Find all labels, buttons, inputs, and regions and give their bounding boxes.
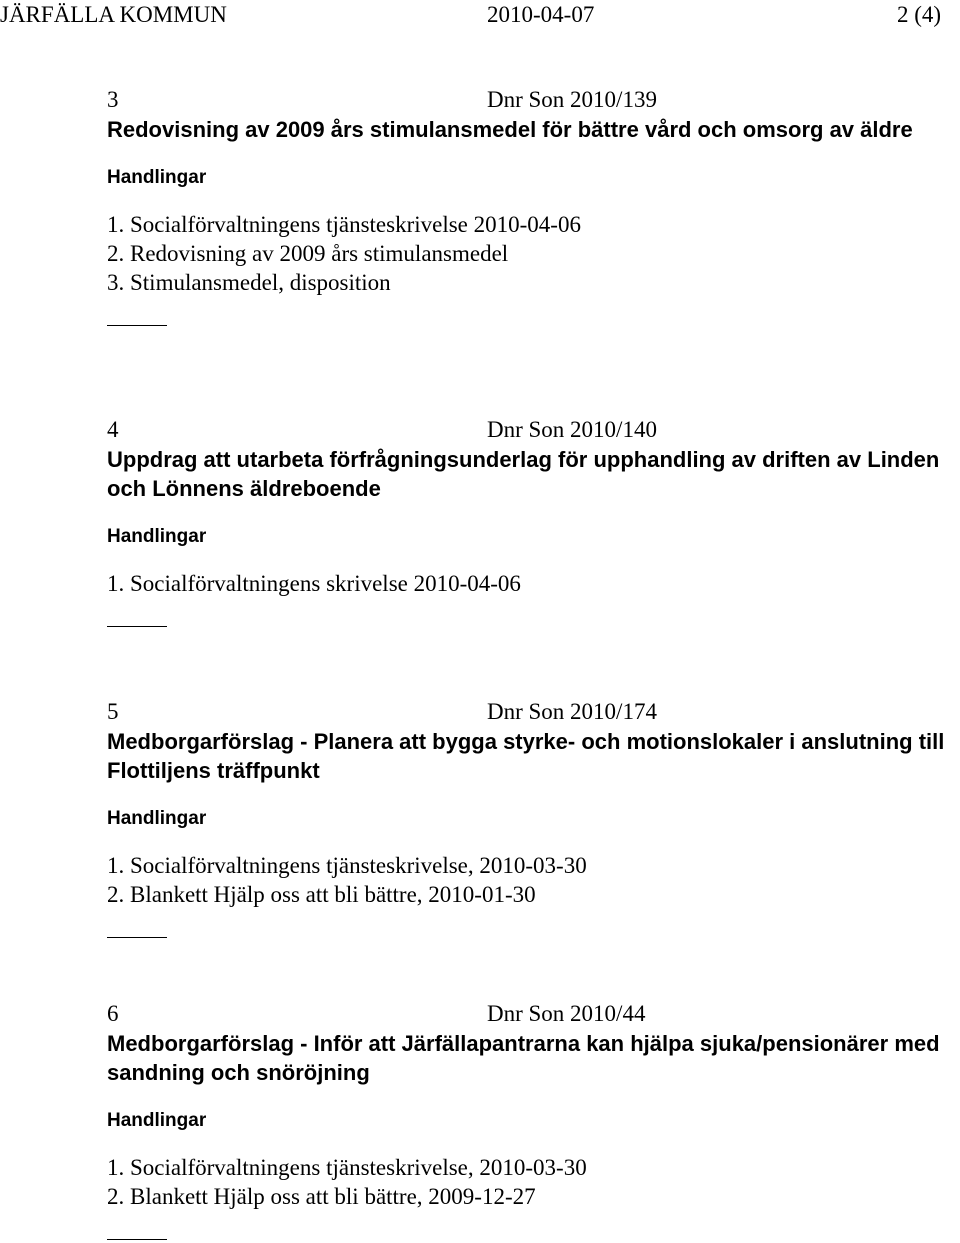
item-number: 5 bbox=[107, 699, 119, 724]
document-item: 2. Blankett Hjälp oss att bli bättre, 2010-01-30 bbox=[107, 882, 536, 907]
document-item: 1. Socialförvaltningens skrivelse 2010-04-06 bbox=[107, 571, 521, 596]
item-title: Uppdrag att utarbeta förfrågningsunderlag för upphandling av driften av Linden och Lönnens äldreboende bbox=[107, 447, 940, 501]
handlingar-label: Handlingar bbox=[107, 167, 207, 188]
agenda-item bbox=[107, 415, 947, 627]
handlingar-label: Handlingar bbox=[107, 526, 207, 547]
item-title: Medborgarförslag - Inför att Järfällapantrarna kan hjälpa sjuka/pensionärer med sandning och snöröjning bbox=[107, 1031, 940, 1085]
document-item: 3. Stimulansmedel, disposition bbox=[107, 270, 391, 295]
separator-rule bbox=[107, 325, 167, 326]
separator-rule bbox=[107, 626, 167, 627]
document-list bbox=[107, 569, 947, 598]
document-item: 1. Socialförvaltningens tjänsteskrivelse 2010-04-06 bbox=[107, 212, 581, 237]
separator-rule bbox=[107, 1239, 167, 1240]
document-item: 2. Blankett Hjälp oss att bli bättre, 2009-12-27 bbox=[107, 1184, 536, 1209]
header-date: 2010-04-07 bbox=[487, 2, 595, 27]
page-number: 2 (4) bbox=[897, 2, 942, 27]
item-number: 4 bbox=[107, 417, 119, 442]
document-item: 1. Socialförvaltningens tjänsteskrivelse, 2010-03-30 bbox=[107, 853, 587, 878]
item-dnr: Dnr Son 2010/139 bbox=[487, 87, 657, 112]
document-list bbox=[107, 1153, 947, 1211]
page-header bbox=[0, 0, 960, 30]
document-list bbox=[107, 851, 947, 909]
document-item: 2. Redovisning av 2009 års stimulansmedel bbox=[107, 241, 509, 266]
item-dnr: Dnr Son 2010/44 bbox=[487, 1001, 646, 1026]
item-title: Redovisning av 2009 års stimulansmedel för bättre vård och omsorg av äldre bbox=[107, 117, 913, 142]
agenda-item bbox=[107, 999, 947, 1240]
separator-rule bbox=[107, 937, 167, 938]
item-number: 3 bbox=[107, 87, 119, 112]
handlingar-label: Handlingar bbox=[107, 1110, 207, 1131]
item-dnr: Dnr Son 2010/140 bbox=[487, 417, 657, 442]
agenda-item bbox=[107, 697, 947, 938]
item-title: Medborgarförslag - Planera att bygga styrke- och motionslokaler i anslutning till Flottiljens träffpunkt bbox=[107, 729, 945, 783]
document-list bbox=[107, 210, 947, 297]
agenda-item bbox=[107, 85, 947, 326]
item-number: 6 bbox=[107, 1001, 119, 1026]
document-item: 1. Socialförvaltningens tjänsteskrivelse, 2010-03-30 bbox=[107, 1155, 587, 1180]
organization-name: JÄRFÄLLA KOMMUN bbox=[0, 2, 227, 27]
handlingar-label: Handlingar bbox=[107, 808, 207, 829]
item-dnr: Dnr Son 2010/174 bbox=[487, 699, 657, 724]
